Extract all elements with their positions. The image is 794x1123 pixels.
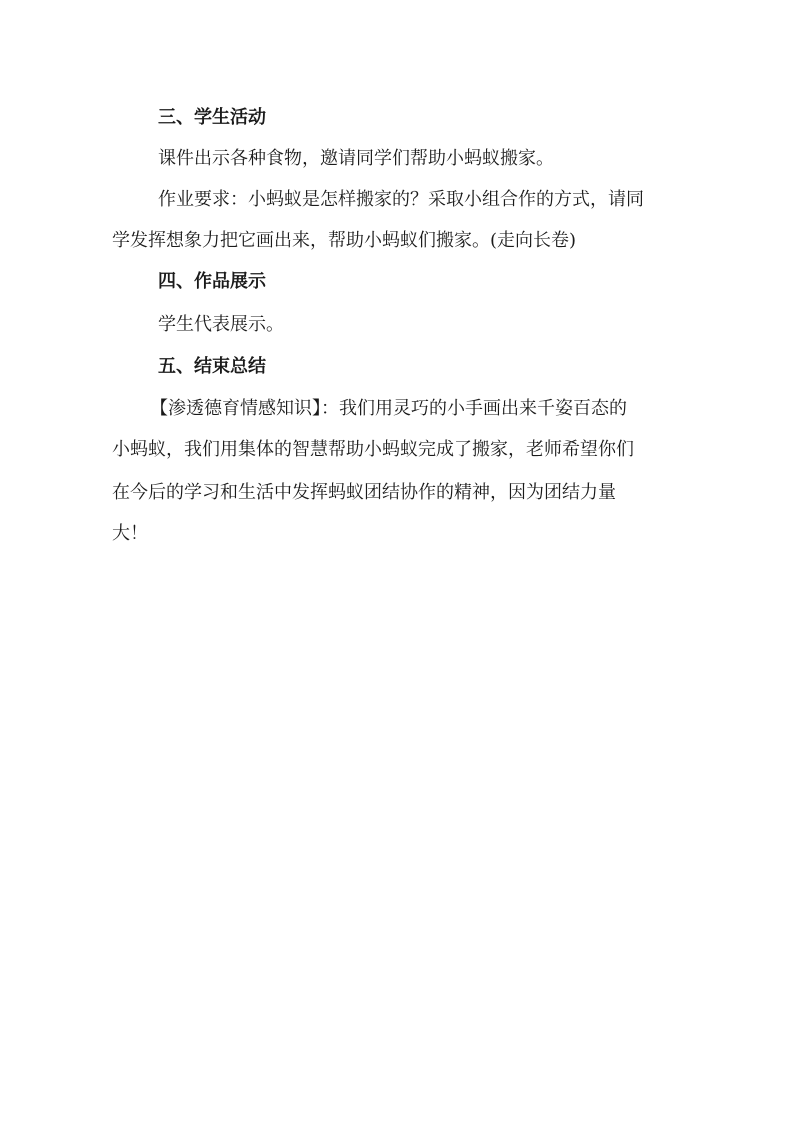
paragraph-line: 在今后的学习和生活中发挥蚂蚁团结协作的精神，因为团结力量: [112, 482, 616, 503]
paragraph-line: 作业要求：小蚂蚁是怎样搬家的？采取小组合作的方式，请同: [158, 189, 644, 210]
section-heading-student-activity: 三、学生活动: [158, 107, 266, 128]
paragraph-line: 课件出示各种食物，邀请同学们帮助小蚂蚁搬家。: [158, 148, 554, 169]
paragraph-line: 学生代表展示。: [158, 314, 284, 335]
section-heading-summary: 五、结束总结: [158, 356, 266, 377]
paragraph-line: 大！: [112, 523, 148, 544]
paragraph-line: 小蚂蚁，我们用集体的智慧帮助小蚂蚁完成了搬家，老师希望你们: [112, 439, 634, 460]
paragraph-line: 【渗透德育情感知识】：我们用灵巧的小手画出来千姿百态的: [150, 398, 627, 419]
paragraph-line: 学发挥想象力把它画出来，帮助小蚂蚁们搬家。(走向长卷): [112, 230, 577, 251]
section-heading-work-display: 四、作品展示: [158, 271, 266, 292]
